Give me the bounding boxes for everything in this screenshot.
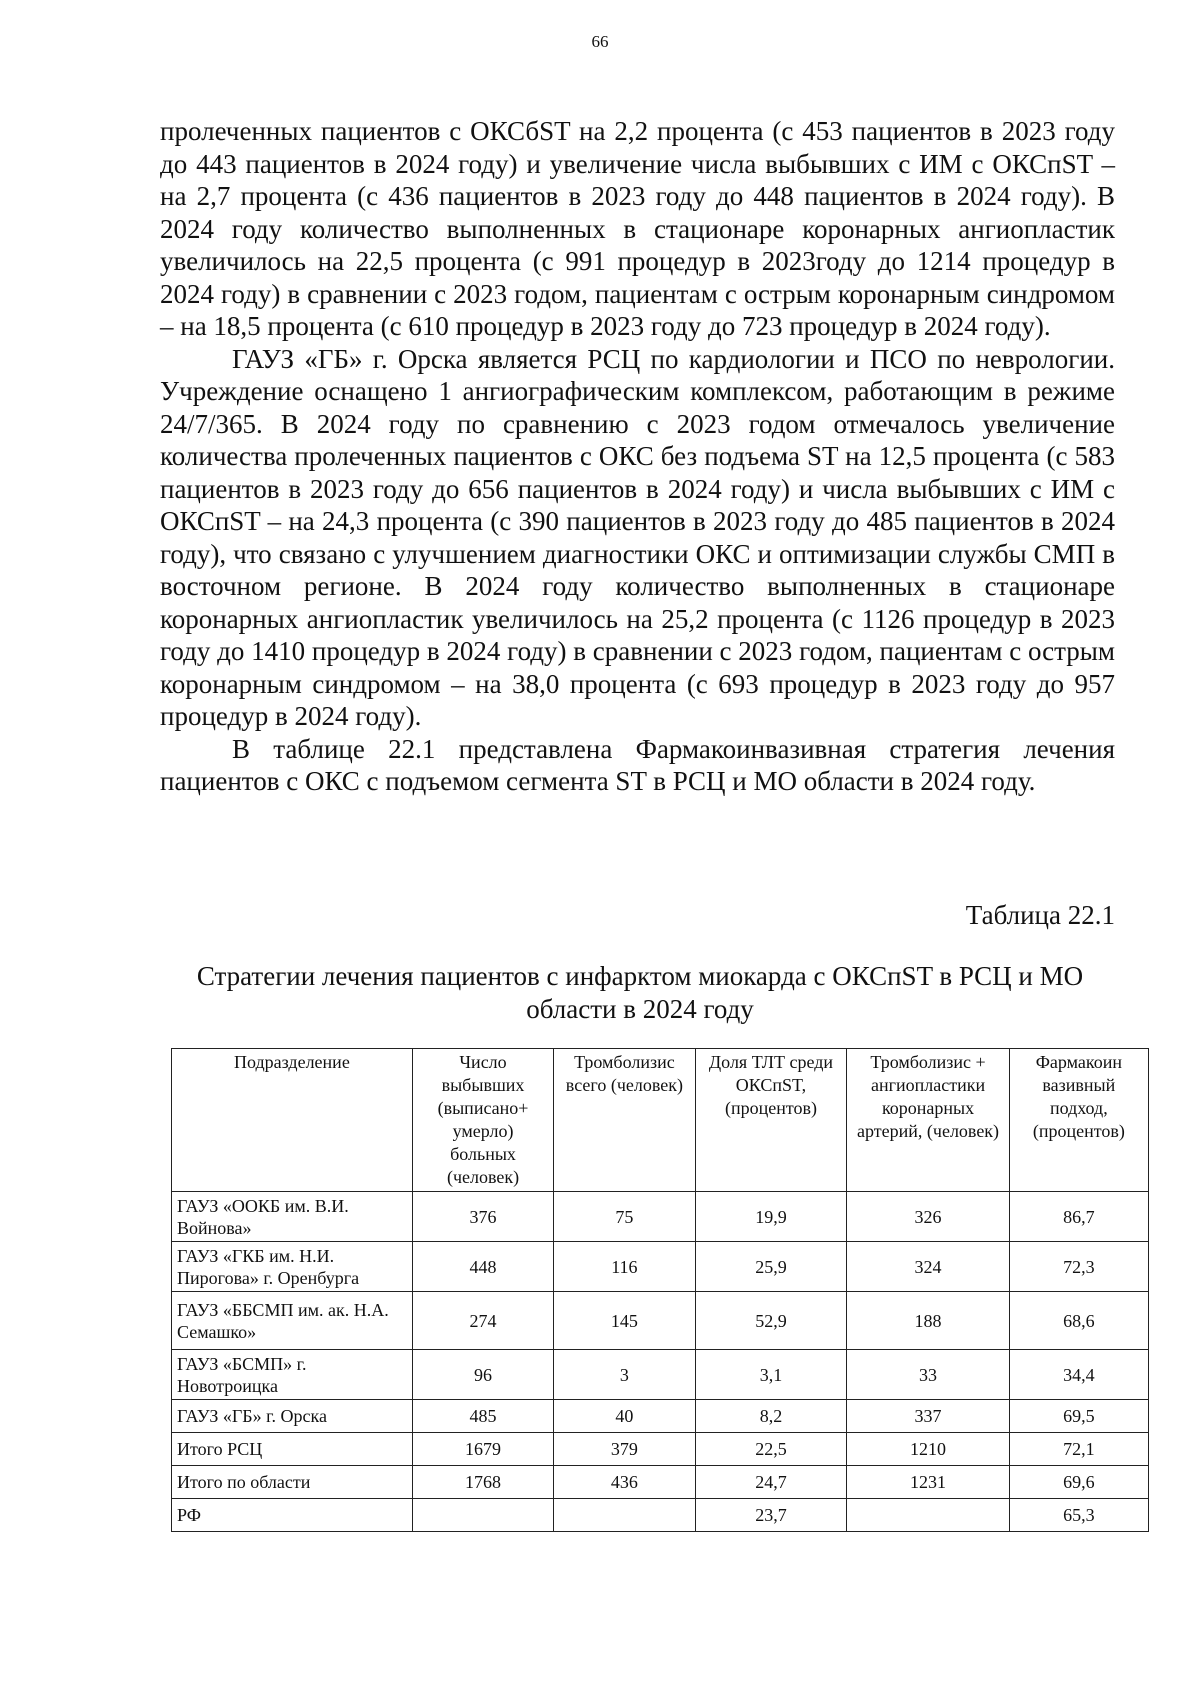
table-cell: 188 [847, 1292, 1009, 1350]
table-cell: 1231 [847, 1466, 1009, 1499]
table-cell: 96 [412, 1350, 553, 1400]
table-cell: 485 [412, 1400, 553, 1433]
table-cell: Итого РСЦ [172, 1433, 413, 1466]
table-cell: 379 [554, 1433, 695, 1466]
column-header: Фармакоин вазивный подход, (процентов) [1009, 1049, 1148, 1192]
table-cell: 274 [412, 1292, 553, 1350]
table-cell: 3,1 [695, 1350, 847, 1400]
table-cell: 86,7 [1009, 1192, 1148, 1242]
table-cell: 72,3 [1009, 1242, 1148, 1292]
table-row [172, 1242, 1149, 1292]
table-cell: 34,4 [1009, 1350, 1148, 1400]
table-cell: 324 [847, 1242, 1009, 1292]
page-number: 66 [591, 32, 609, 51]
table-cell: 3 [554, 1350, 695, 1400]
column-header: Доля ТЛТ среди ОКСпST, (процентов) [695, 1049, 847, 1192]
table-cell: 75 [554, 1192, 695, 1242]
table-cell: 19,9 [695, 1192, 847, 1242]
table-cell: ГАУЗ «ГБ» г. Орска [172, 1400, 413, 1433]
table-row [172, 1433, 1149, 1466]
column-header: Тромболизис + ангиопластики коронарных артерий, (человек) [847, 1049, 1009, 1192]
table-row [172, 1192, 1149, 1242]
table-row [172, 1466, 1149, 1499]
table-cell: 68,6 [1009, 1292, 1148, 1350]
table-cell: 65,3 [1009, 1499, 1148, 1532]
table-cell: 145 [554, 1292, 695, 1350]
table-cell: 8,2 [695, 1400, 847, 1433]
table-cell: 448 [412, 1242, 553, 1292]
table-cell: 326 [847, 1192, 1009, 1242]
column-header: Тромболизис всего (человек) [554, 1049, 695, 1192]
data-table [171, 1048, 1149, 1532]
table-cell: 72,1 [1009, 1433, 1148, 1466]
table-header-row [172, 1049, 1149, 1192]
paragraph: ГАУЗ «ГБ» г. Орска является РСЦ по кардиологии и ПСО по неврологии. Учреждение оснащено 1 ангиографическим комплексом, работающим в режиме 24/7/365. В 2024 году по сравнению с 2023 годом отмечалось увеличение количества пролеченных пациентов с ОКС без подъема ST на 12,5 процента (с 583 пациентов в 2023 году до 656 пациентов в 2024 году) и числа выбывших с ИМ с ОКСпST – на 24,3 процента (с 390 пациентов в 2023 году до 485 пациентов в 2024 году), что связано с улучшением диагностики ОКС и оптимизации службы СМП в восточном регионе. В 2024 году количество выполненных в стационаре коронарных ангиопластик увеличилось на 25,2 процента (с 1126 процедур в 2023 году до 1410 процедур в 2024 году) в сравнении с 2023 годом, пациентам с острым коронарным синдромом – на 38,0 процента (с 693 процедур в 2023 году до 957 процедур в 2024 году). [160, 343, 1115, 731]
table-cell [847, 1499, 1009, 1532]
table-row [172, 1499, 1149, 1532]
table-title: Стратегии лечения пациентов с инфарктом миокарда с ОКСпST в РСЦ и МО области в 2024 году [196, 961, 1084, 1024]
table-cell: ГАУЗ «ООКБ им. В.И. Войнова» [172, 1192, 413, 1242]
paragraph: В таблице 22.1 представлена Фармакоинвазивная стратегия лечения пациентов с ОКС с подъемом сегмента ST в РСЦ и МО области в 2024 году. [160, 733, 1115, 796]
table-cell: ГАУЗ «БСМП» г. Новотроицка [172, 1350, 413, 1400]
table-cell: РФ [172, 1499, 413, 1532]
table-row [172, 1292, 1149, 1350]
table-cell: 337 [847, 1400, 1009, 1433]
table-cell: 436 [554, 1466, 695, 1499]
table-cell: 52,9 [695, 1292, 847, 1350]
table-cell: 24,7 [695, 1466, 847, 1499]
table-cell: 1768 [412, 1466, 553, 1499]
table-cell: ГАУЗ «ББСМП им. ак. Н.А. Семашко» [172, 1292, 413, 1350]
table-cell: 69,6 [1009, 1466, 1148, 1499]
paragraph: пролеченных пациентов с ОКСбST на 2,2 процента (с 453 пациентов в 2023 году до 443 пациентов в 2024 году) и увеличение числа выбывших с ИМ с ОКСпST – на 2,7 процента (с 436 пациентов в 2023 году до 448 пациентов в 2024 году). В 2024 году количество выполненных в стационаре коронарных ангиопластик увеличилось на 22,5 процента (с 991 процедур в 2023году до 1214 процедур в 2024 году) в сравнении с 2023 годом, пациентам с острым коронарным синдромом – на 18,5 процента (с 610 процедур в 2023 году до 723 процедур в 2024 году). [160, 116, 1115, 341]
table-cell [554, 1499, 695, 1532]
table-cell [412, 1499, 553, 1532]
table-row [172, 1400, 1149, 1433]
table-cell: 69,5 [1009, 1400, 1148, 1433]
table-cell: 1679 [412, 1433, 553, 1466]
table-cell: 40 [554, 1400, 695, 1433]
table-cell: 22,5 [695, 1433, 847, 1466]
column-header: Подразделение [172, 1049, 413, 1192]
column-header: Число выбывших (выписано+ умерло) больных (человек) [412, 1049, 553, 1192]
table-cell: 116 [554, 1242, 695, 1292]
table-cell: ГАУЗ «ГКБ им. Н.И. Пирогова» г. Оренбурга [172, 1242, 413, 1292]
table-caption: Таблица 22.1 [965, 900, 1115, 930]
table-cell: 25,9 [695, 1242, 847, 1292]
table-cell: Итого по области [172, 1466, 413, 1499]
table-cell: 23,7 [695, 1499, 847, 1532]
table-row [172, 1350, 1149, 1400]
table-cell: 376 [412, 1192, 553, 1242]
table-cell: 33 [847, 1350, 1009, 1400]
table-cell: 1210 [847, 1433, 1009, 1466]
body-text [160, 115, 1115, 798]
